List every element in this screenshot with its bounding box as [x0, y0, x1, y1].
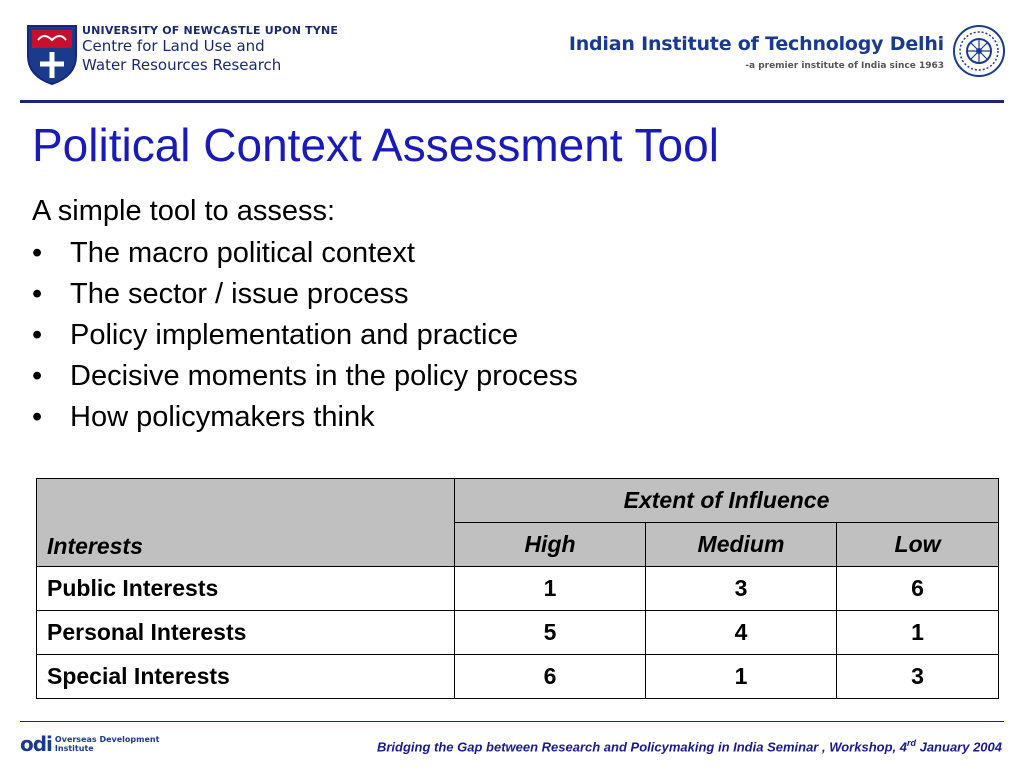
slide-intro: A simple tool to assess: — [32, 195, 336, 227]
extent-of-influence-header: Extent of Influence — [455, 479, 999, 523]
odi-name — [55, 735, 159, 753]
table-header-row — [37, 479, 999, 523]
odi-line-1: Overseas Development — [54, 735, 160, 744]
row-label-personal: Personal Interests — [37, 611, 455, 655]
table-cell: 1 — [455, 567, 646, 611]
column-header-medium: Medium — [646, 523, 837, 567]
footer-caption-end: January 2004 — [915, 739, 1002, 755]
bullet-marker: • — [32, 278, 43, 310]
header-divider — [20, 100, 1004, 103]
column-header-low: Low — [837, 523, 999, 567]
table-cell: 6 — [837, 567, 999, 611]
table-cell: 1 — [646, 655, 837, 699]
iit-subtitle: -a premier institute of India since 1963 — [745, 61, 944, 71]
table-cell: 3 — [646, 567, 837, 611]
university-name — [82, 24, 338, 75]
bullet-marker: • — [32, 319, 43, 351]
influence-table — [36, 478, 999, 699]
slide-title: Political Context Assessment Tool — [32, 119, 719, 171]
bullet-marker: • — [32, 401, 43, 433]
university-shield-icon — [24, 22, 80, 86]
bullet-text: The macro political context — [70, 237, 415, 269]
column-header-high: High — [455, 523, 646, 567]
iit-title: Indian Institute of Technology Delhi — [568, 33, 944, 55]
row-label-special: Special Interests — [37, 655, 455, 699]
odi-logo — [20, 732, 159, 756]
odi-mark: odi — [20, 732, 52, 756]
table-cell: 6 — [455, 655, 646, 699]
bullet-item — [32, 400, 578, 441]
table-cell: 1 — [837, 611, 999, 655]
footer-divider — [20, 721, 1004, 722]
table-row — [37, 567, 999, 611]
bullet-item — [32, 277, 578, 318]
university-line-1: UNIVERSITY OF NEWCASTLE UPON TYNE — [82, 24, 339, 37]
row-label-public: Public Interests — [37, 567, 455, 611]
footer-caption — [377, 738, 1002, 754]
interests-header: Interests — [37, 479, 455, 567]
table-cell: 4 — [646, 611, 837, 655]
slide-header — [0, 0, 1024, 104]
iit-emblem-icon — [952, 24, 1006, 78]
odi-line-2: Institute — [54, 744, 94, 753]
bullet-marker: • — [32, 360, 43, 392]
university-line-3: Water Resources Research — [82, 56, 282, 74]
table-row — [37, 611, 999, 655]
bullet-item — [32, 359, 578, 400]
bullet-text: Decisive moments in the policy process — [70, 360, 578, 392]
bullet-text: Policy implementation and practice — [70, 319, 519, 351]
bullet-text: The sector / issue process — [70, 278, 409, 310]
bullet-item — [32, 236, 578, 277]
bullet-list — [32, 236, 578, 441]
footer-caption-main: Bridging the Gap between Research and Policymaking in India Seminar , Workshop, 4 — [376, 739, 907, 755]
table-cell: 3 — [837, 655, 999, 699]
university-line-2: Centre for Land Use and — [82, 37, 265, 55]
table-row — [37, 655, 999, 699]
table-cell: 5 — [455, 611, 646, 655]
bullet-text: How policymakers think — [70, 401, 375, 433]
bullet-item — [32, 318, 578, 359]
bullet-marker: • — [32, 237, 43, 269]
footer-caption-sup: rd — [906, 738, 916, 748]
